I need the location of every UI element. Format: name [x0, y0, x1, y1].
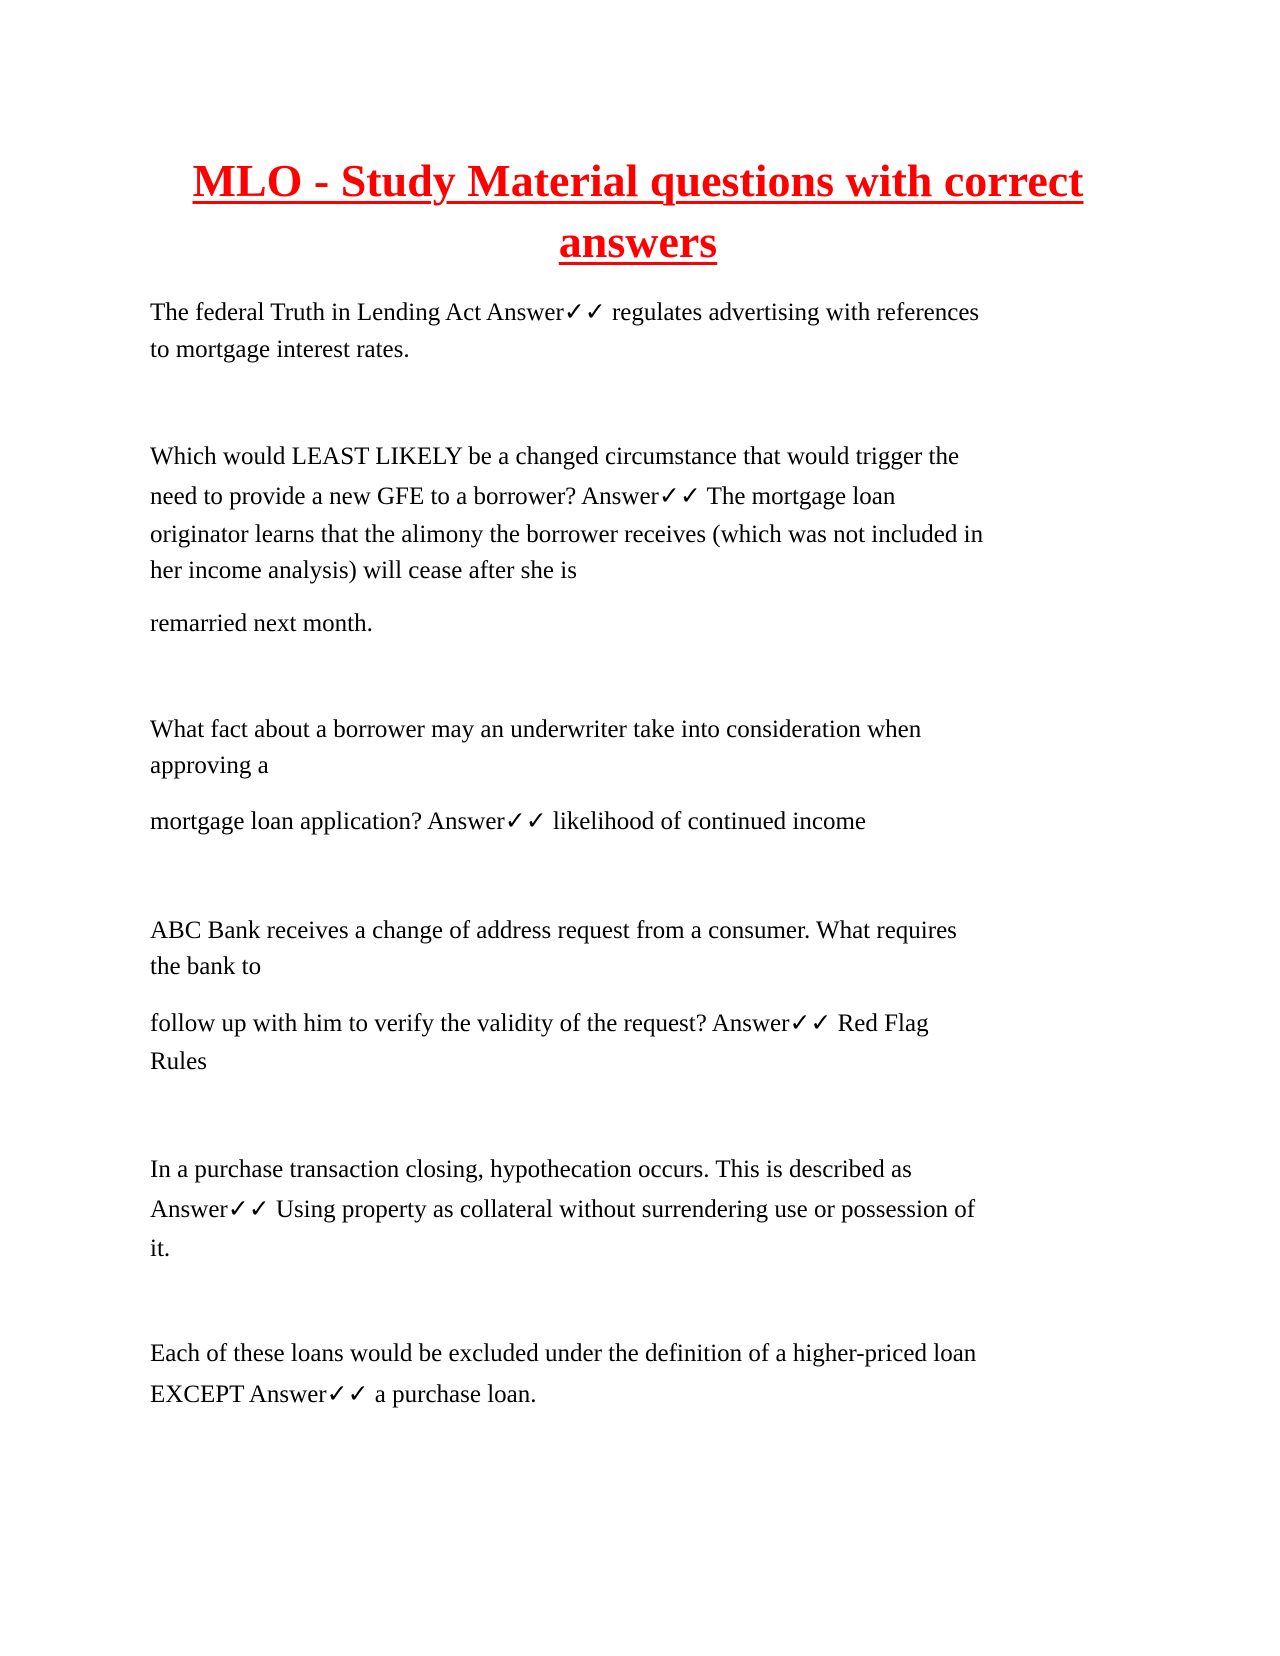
- document-title: [150, 150, 1126, 272]
- qa-6-line-1: Each of these loans would be excluded under the definition of a higher-priced loan: [150, 1340, 977, 1367]
- qa-5-line-2: Answer✓✓ Using property as collateral without surrendering use or possession of: [150, 1196, 976, 1223]
- document-title-line-2: answers: [558, 216, 718, 267]
- qa-4-line-1: ABC Bank receives a change of address request from a consumer. What requires: [150, 917, 957, 944]
- qa-4-line-3: follow up with him to verify the validity of the request? Answer✓✓ Red Flag: [150, 1010, 929, 1037]
- qa-3-line-1: What fact about a borrower may an underwriter take into consideration when: [150, 716, 922, 743]
- qa-2-line-3: originator learns that the alimony the borrower receives (which was not included in: [150, 521, 984, 548]
- qa-2-line-5: remarried next month.: [150, 610, 373, 637]
- qa-4-line-2: the bank to: [150, 953, 262, 980]
- qa-2-line-2: need to provide a new GFE to a borrower? Answer✓✓ The mortgage loan: [150, 483, 896, 510]
- qa-3-line-2: approving a: [150, 752, 269, 779]
- qa-1-line-1: The federal Truth in Lending Act Answer✓✓ regulates advertising with references: [150, 299, 980, 326]
- qa-4-line-4: Rules: [150, 1048, 207, 1075]
- qa-5-line-1: In a purchase transaction closing, hypothecation occurs. This is described as: [150, 1156, 912, 1183]
- qa-1-line-2: to mortgage interest rates.: [150, 336, 410, 363]
- document-title-line-1: MLO - Study Material questions with correct: [192, 155, 1084, 206]
- qa-3-line-3: mortgage loan application? Answer✓✓ likelihood of continued income: [150, 808, 867, 835]
- qa-2-line-1: Which would LEAST LIKELY be a changed circumstance that would trigger the: [150, 443, 960, 470]
- qa-5-line-3: it.: [150, 1235, 171, 1262]
- document-title-block: [150, 150, 1126, 272]
- qa-6-line-2: EXCEPT Answer✓✓ a purchase loan.: [150, 1381, 537, 1408]
- qa-2-line-4: her income analysis) will cease after she is: [150, 557, 577, 584]
